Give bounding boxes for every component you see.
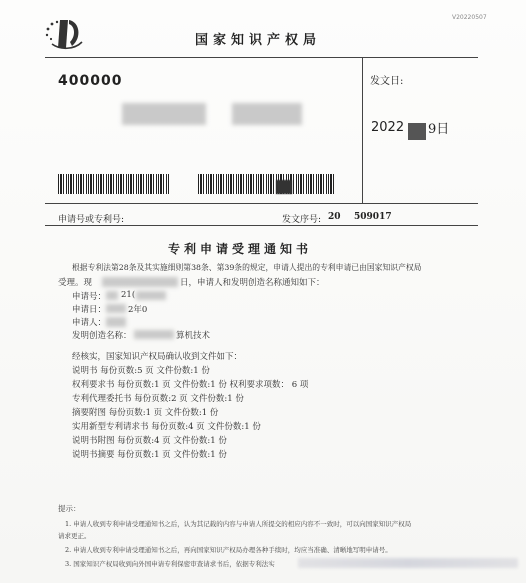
ref-line-divider — [45, 225, 478, 226]
received-document-item: 说明书摘要 每份页数:1 页 文件份数:1 份 — [72, 450, 227, 460]
received-document-item: 说明书附图 每份页数:4 页 文件份数:1 份 — [72, 436, 227, 446]
date-year: 2022 — [371, 120, 405, 135]
notice-title: 专利申请受理通知书 — [168, 242, 313, 256]
address-barcode — [58, 174, 170, 194]
date-day: 9日 — [428, 122, 450, 137]
field-invention-title-fragment: 算机技术 — [176, 331, 211, 341]
field-application-date-fragment: 2年0 — [128, 305, 148, 315]
office-name: 国家知识产权局 — [195, 33, 322, 48]
received-intro: 经核实，国家知识产权局确认收到文件如下： — [72, 352, 243, 362]
note-item: 请求更正。 — [58, 532, 91, 540]
redacted-address — [122, 103, 206, 125]
received-document-item: 说明书 每份页数:5 页 文件份数:1 份 — [72, 366, 210, 376]
field-applicant: 申请人： — [72, 318, 107, 328]
redacted-address — [232, 103, 302, 125]
redacted-month — [408, 123, 426, 140]
notes-label: 提示： — [58, 504, 81, 513]
date-column-divider — [362, 58, 363, 204]
address-divider — [45, 203, 478, 204]
application-number-label: 申请号或专利号: — [58, 215, 125, 225]
redacted-text — [106, 317, 126, 327]
note-item: 1. 申请人收到专利申请受理通知书之后，认为其记载的内容与申请人所提交的相应内容不一致时，可以向国家知识产权局 — [65, 520, 412, 528]
postcode: 400000 — [58, 73, 123, 89]
intro-line-2-start: 受理。现 — [58, 278, 93, 288]
intro-line-1: 根据专利法第28条及其实施细则第38条、第39条的规定，申请人提出的专利申请已由国家知识产权局 — [72, 263, 422, 272]
redacted-text — [106, 291, 118, 300]
redacted-mark — [276, 180, 292, 194]
intro-line-2-end: 日，申请人和发明创造名称通知如下： — [180, 278, 325, 288]
date-label: 发文日: — [370, 76, 404, 87]
note-item: 3. 国家知识产权局收到向外国申请专利保密审查请求书后，依据专利法实 — [65, 560, 275, 568]
note-item: 2. 申请人收到专利申请受理通知书之后，再向国家知识产权局办理各种手续时，均应当准确、清晰地写明申请号。 — [65, 546, 392, 554]
field-application-number: 申请号： — [72, 292, 107, 302]
redacted-text — [134, 330, 174, 339]
faded-text — [298, 558, 518, 568]
document-number-label: 发文序号: — [282, 215, 322, 225]
document-number-value: 20 509017 — [328, 212, 392, 222]
redacted-text — [106, 304, 126, 313]
header-divider — [45, 57, 478, 58]
received-document-item: 权利要求书 每份页数:1 页 文件份数:1 份 权利要求项数： 6 项 — [72, 380, 309, 390]
received-document-item: 专利代理委托书 每份页数:2 页 文件份数:1 份 — [72, 394, 244, 404]
redacted-text — [102, 277, 178, 287]
cnipa-logo-icon — [40, 14, 88, 54]
redacted-text — [136, 291, 166, 300]
received-document-item: 摘要附图 每份页数:1 页 文件份数:1 份 — [72, 408, 219, 418]
field-application-date: 申请日： — [72, 305, 107, 315]
received-document-item: 实用新型专利请求书 每份页数:4 页 文件份数:1 份 — [72, 422, 261, 432]
form-code: V20220507 — [452, 14, 487, 21]
address-barcode — [198, 174, 334, 194]
field-invention-title: 发明创造名称： — [72, 331, 132, 341]
field-application-number-fragment: 21( — [121, 290, 136, 300]
